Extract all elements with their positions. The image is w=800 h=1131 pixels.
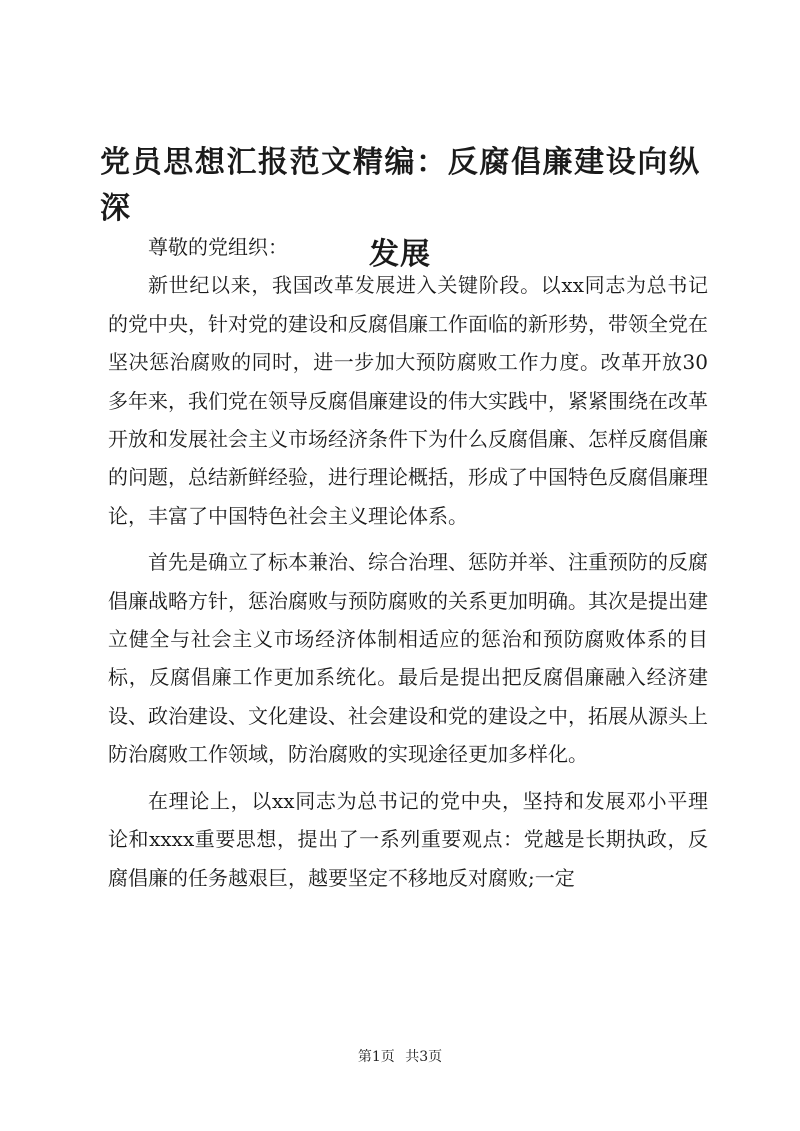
paragraph-2: 首先是确立了标本兼治、综合治理、惩防并举、注重预防的反腐倡廉战略方针，惩治腐败与预防腐败的关系更加明确。其次是提出建立健全与社会主义市场经济体制相适应的惩治和预防腐败体系的目标，反腐倡廉工作更加系统化。最后是提出把反腐倡廉融入经济建设、政治建设、文化建设、社会建设和党的建设之中，拓展从源头上防治腐败工作领域，防治腐败的实现途径更加多样化。 [108, 550, 708, 767]
paragraph-1: 新世纪以来，我国改革发展进入关键阶段。以xx同志为总书记的党中央，针对党的建设和反腐倡廉工作面临的新形势，带领全党在坚决惩治腐败的同时，进一步加大预防腐败工作力度。改革开放30多年来，我们党在领导反腐倡廉建设的伟大实践中，紧紧围绕在改革开放和发展社会主义市场经济条件下为什么反腐倡廉、怎样反腐倡廉的问题，总结新鲜经验，进行理论概括，形成了中国特色反腐倡廉理论，丰富了中国特色社会主义理论体系。 [108, 273, 708, 528]
page-footer [0, 1046, 800, 1066]
salutation: 尊敬的党组织： [148, 235, 288, 259]
title-line-2: 发展 [369, 237, 431, 272]
document-body [108, 228, 708, 897]
page-number: 第1页 [357, 1049, 395, 1065]
page-total: 共3页 [405, 1049, 443, 1065]
title-line-1: 党员思想汇报范文精编：反腐倡廉建设向纵深 [100, 145, 700, 226]
paragraph-3: 在理论上，以xx同志为总书记的党中央，坚持和发展邓小平理论和xxxx重要思想，提出了一系列重要观点：党越是长期执政，反腐倡廉的任务越艰巨，越要坚定不移地反对腐败;一定 [108, 788, 708, 890]
